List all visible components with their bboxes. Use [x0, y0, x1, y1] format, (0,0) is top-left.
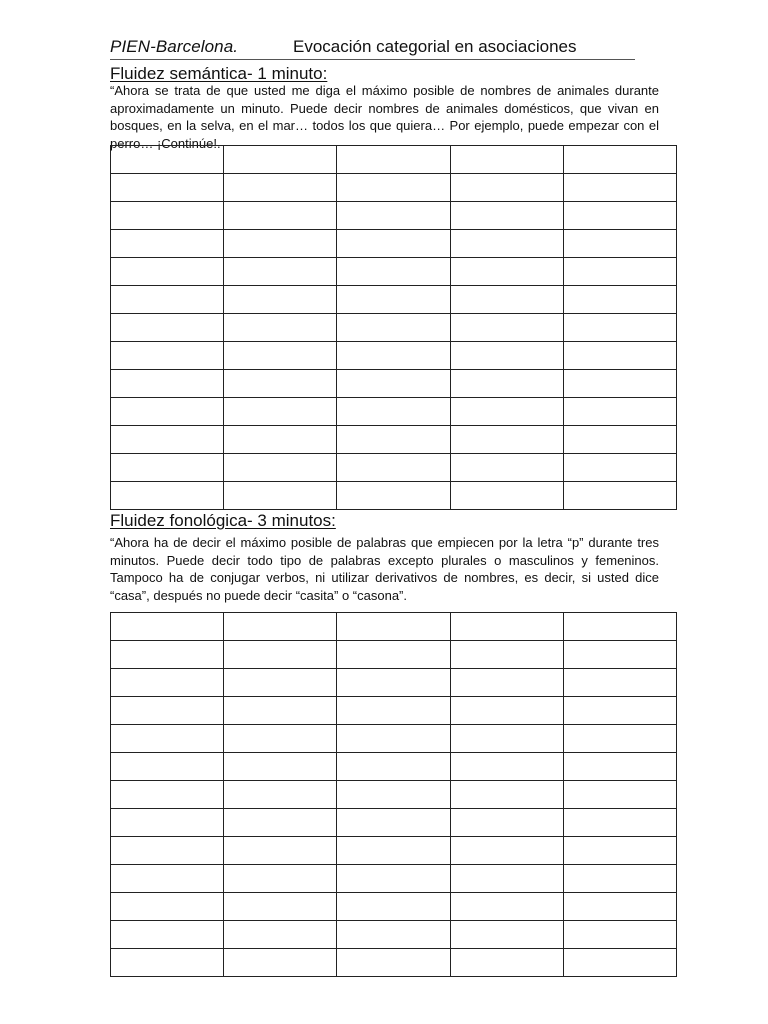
phonological-row — [111, 781, 677, 809]
phonological-answer-cell[interactable] — [337, 865, 450, 893]
phonological-answer-cell[interactable] — [111, 781, 224, 809]
phonological-answer-cell[interactable] — [224, 613, 337, 641]
phonological-answer-cell[interactable] — [563, 697, 676, 725]
phonological-answer-cell[interactable] — [224, 641, 337, 669]
phonological-row — [111, 697, 677, 725]
semantic-answer-cell[interactable] — [337, 286, 450, 314]
semantic-answer-cell[interactable] — [224, 482, 337, 510]
semantic-answer-cell[interactable] — [563, 202, 676, 230]
semantic-row — [111, 286, 677, 314]
phonological-answer-cell[interactable] — [337, 921, 450, 949]
semantic-answer-cell[interactable] — [111, 146, 224, 174]
semantic-fluency-instructions: “Ahora se trata de que usted me diga el máximo posible de nombres de animales durante aproximadamente un minuto. Puede decir nombres de animales domésticos, que vivan en bosques, en la selva, en el mar… todos los que quiera… Por ejemplo, puede empezar con el perro… ¡Continúe!. — [110, 83, 659, 151]
semantic-answer-cell[interactable] — [111, 286, 224, 314]
phonological-answer-cell[interactable] — [450, 753, 563, 781]
semantic-row — [111, 174, 677, 202]
semantic-answer-cell[interactable] — [224, 258, 337, 286]
semantic-answer-cell[interactable] — [224, 286, 337, 314]
semantic-answer-cell[interactable] — [224, 174, 337, 202]
semantic-answer-cell[interactable] — [111, 454, 224, 482]
phonological-answer-cell[interactable] — [111, 669, 224, 697]
semantic-answer-cell[interactable] — [450, 482, 563, 510]
semantic-answer-cell[interactable] — [563, 258, 676, 286]
phonological-answer-cell[interactable] — [111, 613, 224, 641]
semantic-answer-cell[interactable] — [224, 230, 337, 258]
phonological-answer-cell[interactable] — [224, 781, 337, 809]
phonological-answer-cell[interactable] — [224, 893, 337, 921]
semantic-answer-cell[interactable] — [224, 426, 337, 454]
semantic-answer-cell[interactable] — [450, 230, 563, 258]
institution-label: PIEN-Barcelona. — [110, 37, 239, 56]
phonological-answer-cell[interactable] — [224, 669, 337, 697]
semantic-answer-cell[interactable] — [450, 146, 563, 174]
phonological-row — [111, 921, 677, 949]
semantic-answer-cell[interactable] — [111, 342, 224, 370]
semantic-row — [111, 454, 677, 482]
semantic-answer-cell[interactable] — [111, 398, 224, 426]
semantic-answer-cell[interactable] — [337, 426, 450, 454]
semantic-answer-cell[interactable] — [450, 370, 563, 398]
semantic-row — [111, 370, 677, 398]
semantic-answer-cell[interactable] — [337, 174, 450, 202]
phonological-row — [111, 725, 677, 753]
semantic-answer-cell[interactable] — [563, 314, 676, 342]
phonological-row — [111, 641, 677, 669]
phonological-answer-cell[interactable] — [563, 865, 676, 893]
phonological-answer-cell[interactable] — [450, 613, 563, 641]
phonological-row — [111, 753, 677, 781]
phonological-row — [111, 613, 677, 641]
semantic-answer-cell[interactable] — [563, 426, 676, 454]
semantic-row — [111, 482, 677, 510]
phonological-answer-cell[interactable] — [224, 865, 337, 893]
semantic-answer-cell[interactable] — [450, 174, 563, 202]
phonological-answer-cell[interactable] — [224, 949, 337, 977]
phonological-answer-cell[interactable] — [111, 921, 224, 949]
phonological-answer-cell[interactable] — [563, 641, 676, 669]
phonological-answer-cell[interactable] — [450, 781, 563, 809]
semantic-answer-cell[interactable] — [450, 454, 563, 482]
semantic-answer-cell[interactable] — [111, 314, 224, 342]
semantic-answer-cell[interactable] — [224, 146, 337, 174]
semantic-answer-cell[interactable] — [111, 370, 224, 398]
semantic-answer-cell[interactable] — [337, 370, 450, 398]
semantic-row — [111, 258, 677, 286]
semantic-answer-cell[interactable] — [337, 314, 450, 342]
phonological-answer-cell[interactable] — [563, 921, 676, 949]
semantic-answer-cell[interactable] — [450, 314, 563, 342]
semantic-fluency-title: Fluidez semántica- 1 minuto: — [110, 64, 328, 83]
semantic-answer-cell[interactable] — [563, 398, 676, 426]
phonological-row — [111, 809, 677, 837]
phonological-answer-cell[interactable] — [450, 865, 563, 893]
phonological-answer-cell[interactable] — [111, 949, 224, 977]
semantic-row — [111, 314, 677, 342]
phonological-answer-cell[interactable] — [450, 893, 563, 921]
document-title: Evocación categorial en asociaciones — [293, 37, 577, 56]
phonological-answer-cell[interactable] — [111, 809, 224, 837]
phonological-answer-cell[interactable] — [563, 753, 676, 781]
semantic-answer-cell[interactable] — [111, 174, 224, 202]
semantic-answer-cell[interactable] — [563, 146, 676, 174]
phonological-answer-cell[interactable] — [111, 725, 224, 753]
phonological-fluency-instructions: “Ahora ha de decir el máximo posible de palabras que empiecen por la letra “p” durante tres minutos. Puede decir todo tipo de palabras excepto plurales o masculinos y femeninos. Tampoco ha de conjugar verbos, ni utilizar derivativos de nombres, es decir, si usted dice “casa”, después no puede decir “casita” o “casona”. — [110, 535, 659, 603]
semantic-answer-cell[interactable] — [563, 454, 676, 482]
semantic-answer-cell[interactable] — [337, 202, 450, 230]
phonological-answer-cell[interactable] — [563, 781, 676, 809]
semantic-row — [111, 426, 677, 454]
semantic-answer-cell[interactable] — [450, 342, 563, 370]
phonological-answer-cell[interactable] — [337, 641, 450, 669]
semantic-row — [111, 398, 677, 426]
semantic-answer-cell[interactable] — [450, 286, 563, 314]
phonological-answer-cell[interactable] — [450, 669, 563, 697]
semantic-answer-cell[interactable] — [337, 146, 450, 174]
phonological-answer-cell[interactable] — [111, 753, 224, 781]
semantic-answer-cell[interactable] — [450, 258, 563, 286]
semantic-answer-cell[interactable] — [224, 342, 337, 370]
semantic-answer-grid — [110, 145, 677, 510]
phonological-row — [111, 949, 677, 977]
phonological-answer-cell[interactable] — [224, 753, 337, 781]
phonological-answer-cell[interactable] — [563, 893, 676, 921]
phonological-answer-cell[interactable] — [224, 809, 337, 837]
semantic-answer-cell[interactable] — [111, 258, 224, 286]
phonological-answer-cell[interactable] — [111, 697, 224, 725]
page-header — [110, 37, 635, 60]
semantic-answer-cell[interactable] — [337, 258, 450, 286]
semantic-answer-cell[interactable] — [224, 314, 337, 342]
semantic-answer-cell[interactable] — [337, 482, 450, 510]
phonological-row — [111, 893, 677, 921]
phonological-answer-cell[interactable] — [337, 613, 450, 641]
phonological-answer-cell[interactable] — [337, 753, 450, 781]
semantic-answer-cell[interactable] — [563, 370, 676, 398]
semantic-answer-cell[interactable] — [337, 454, 450, 482]
phonological-answer-cell[interactable] — [450, 809, 563, 837]
phonological-answer-cell[interactable] — [563, 837, 676, 865]
semantic-answer-cell[interactable] — [563, 342, 676, 370]
phonological-answer-cell[interactable] — [450, 837, 563, 865]
semantic-answer-cell[interactable] — [450, 202, 563, 230]
semantic-answer-cell[interactable] — [224, 454, 337, 482]
semantic-answer-cell[interactable] — [337, 342, 450, 370]
phonological-answer-cell[interactable] — [337, 809, 450, 837]
phonological-answer-cell[interactable] — [337, 837, 450, 865]
phonological-row — [111, 865, 677, 893]
semantic-row — [111, 202, 677, 230]
phonological-answer-cell[interactable] — [337, 669, 450, 697]
phonological-answer-cell[interactable] — [337, 781, 450, 809]
phonological-answer-cell[interactable] — [224, 697, 337, 725]
semantic-answer-cell[interactable] — [111, 230, 224, 258]
semantic-answer-cell[interactable] — [224, 370, 337, 398]
semantic-answer-cell[interactable] — [224, 398, 337, 426]
phonological-answer-cell[interactable] — [111, 893, 224, 921]
semantic-answer-cell[interactable] — [563, 174, 676, 202]
semantic-answer-cell[interactable] — [563, 482, 676, 510]
phonological-answer-cell[interactable] — [111, 865, 224, 893]
phonological-answer-cell[interactable] — [337, 697, 450, 725]
phonological-row — [111, 669, 677, 697]
phonological-answer-cell[interactable] — [450, 641, 563, 669]
phonological-answer-cell[interactable] — [224, 725, 337, 753]
semantic-answer-cell[interactable] — [111, 426, 224, 454]
semantic-answer-cell[interactable] — [111, 482, 224, 510]
phonological-answer-cell[interactable] — [111, 641, 224, 669]
phonological-answer-cell[interactable] — [450, 697, 563, 725]
phonological-answer-cell[interactable] — [111, 837, 224, 865]
semantic-answer-cell[interactable] — [111, 202, 224, 230]
phonological-answer-cell[interactable] — [337, 949, 450, 977]
phonological-answer-cell[interactable] — [450, 725, 563, 753]
semantic-answer-cell[interactable] — [563, 286, 676, 314]
phonological-answer-cell[interactable] — [337, 725, 450, 753]
semantic-row — [111, 342, 677, 370]
phonological-answer-cell[interactable] — [450, 921, 563, 949]
phonological-answer-cell[interactable] — [337, 893, 450, 921]
phonological-answer-cell[interactable] — [563, 669, 676, 697]
phonological-answer-cell[interactable] — [563, 725, 676, 753]
phonological-answer-cell[interactable] — [563, 809, 676, 837]
semantic-row — [111, 146, 677, 174]
phonological-answer-grid — [110, 612, 677, 977]
phonological-answer-cell[interactable] — [450, 949, 563, 977]
phonological-row — [111, 837, 677, 865]
phonological-answer-cell[interactable] — [563, 949, 676, 977]
semantic-row — [111, 230, 677, 258]
phonological-answer-cell[interactable] — [563, 613, 676, 641]
semantic-answer-cell[interactable] — [337, 230, 450, 258]
phonological-answer-cell[interactable] — [224, 837, 337, 865]
semantic-answer-cell[interactable] — [450, 398, 563, 426]
semantic-answer-cell[interactable] — [563, 230, 676, 258]
phonological-fluency-title: Fluidez fonológica- 3 minutos: — [110, 511, 336, 530]
semantic-answer-cell[interactable] — [224, 202, 337, 230]
semantic-answer-cell[interactable] — [450, 426, 563, 454]
phonological-answer-cell[interactable] — [224, 921, 337, 949]
semantic-answer-cell[interactable] — [337, 398, 450, 426]
